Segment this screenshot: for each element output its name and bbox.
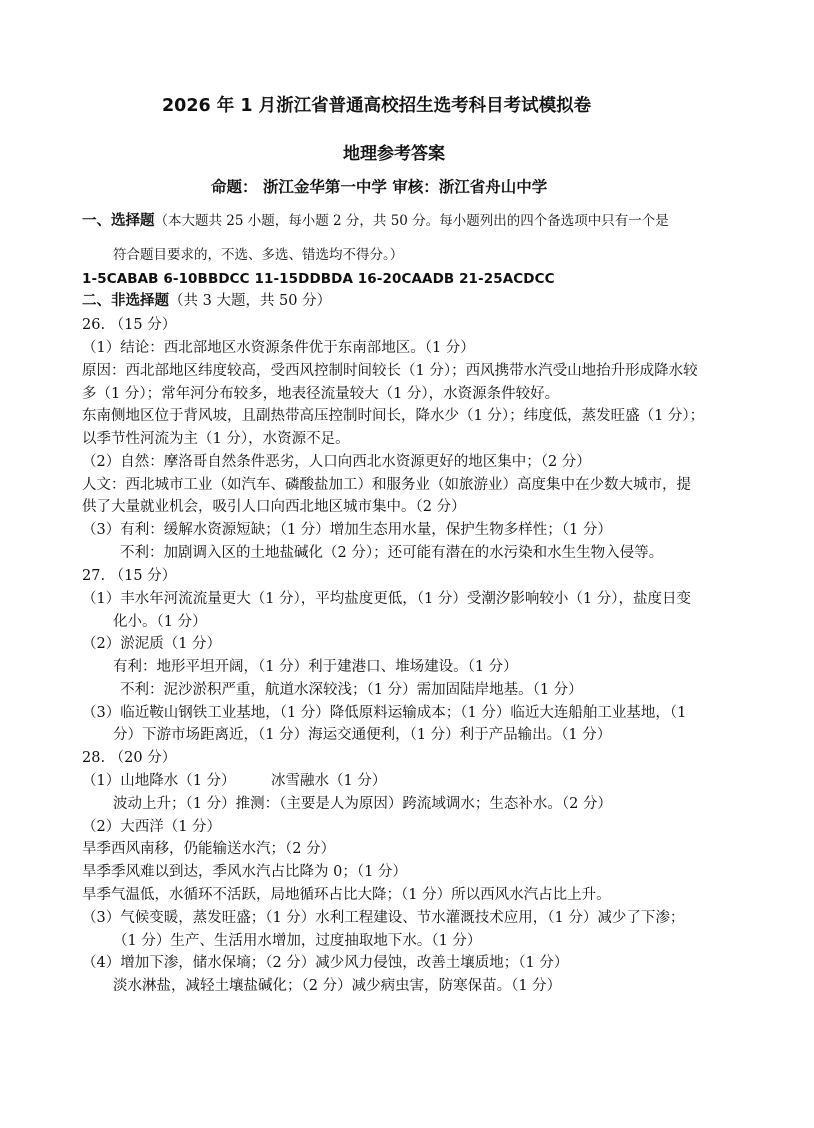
section1-desc: （本大题共 25 小题，每小题 2 分，共 50 分。每小题列出的四个备选项中只有一个是	[154, 213, 669, 229]
page-subtitle: 地理参考答案	[343, 144, 445, 164]
q27-head: 27. （15 分）	[82, 568, 177, 584]
section1-desc2: 符合题目要求的，不选、多选、错选均不得分。）	[113, 247, 404, 263]
q26-line-6: （2）自然：摩洛哥自然条件恶劣，人口向西北水资源更好的地区集中；（2 分）	[82, 454, 591, 470]
q28-line-2: 波动上升；（1 分）推测：（主要是人为原因）跨流域调水；生态补水。（2 分）	[113, 796, 612, 812]
q28-line-5: 旱季季风难以到达，季风水汽占比降为 0；（1 分）	[82, 864, 407, 880]
q26-line-4: 东南侧地区位于背风坡，且副热带高压控制时间长，降水少（1 分）；纬度低，蒸发旺盛（1 分）；	[82, 408, 705, 424]
q28-line-10: 淡水淋盐，减轻土壤盐碱化；（2 分）减少病虫害，防寒保苗。（1 分）	[113, 978, 562, 994]
q28-line-1b: 冰雪融水（1 分）	[271, 773, 387, 789]
q26-line-2: 原因：西北部地区纬度较高，受西风控制时间较长（1 分）；西风携带水汽受山地抬升形成降水较	[82, 363, 698, 379]
q27-line-4: 有利：地形平坦开阔，（1 分）利于建港口、堆场建设。（1 分）	[113, 659, 518, 675]
q26-line-8: 供了大量就业机会，吸引人口向西北地区城市集中。（2 分）	[82, 499, 466, 515]
q27-line-3: （2）淤泥质（1 分）	[82, 636, 222, 652]
section2-line	[82, 291, 331, 311]
page-title: 2026 年 1 月浙江省普通高校招生选考科目考试模拟卷	[162, 96, 592, 116]
q28-line-6: 旱季气温低，水循环不活跃，局地循环占比大降；（1 分）所以西风水汽占比上升。	[82, 887, 611, 903]
q28-line-1a: （1）山地降水（1 分）	[82, 773, 236, 789]
q28-head: 28. （20 分）	[82, 750, 177, 766]
q26-line-1: （1）结论：西北部地区水资源条件优于东南部地区。（1 分）	[82, 340, 475, 356]
section2-heading: 二、非选择题	[82, 293, 169, 309]
q26-line-3: 多（1 分）；常年河分布较多，地表径流量较大（1 分），水资源条件较好。	[82, 386, 560, 402]
q28-line-4: 旱季西风南移，仍能输送水汽；（2 分）	[82, 841, 336, 857]
q27-line-2: 化小。（1 分）	[113, 614, 207, 630]
q28-line-8: （1 分）生产、生活用水增加，过度抽取地下水。（1 分）	[113, 933, 482, 949]
q27-line-1: （1）丰水年河流流量更大（1 分），平均盐度更低，（1 分）受潮汐影响较小（1 分），盐度日变	[82, 591, 691, 607]
q26-line-10: 不利：加剧调入区的土地盐碱化（2 分）；还可能有潜在的水污染和水生生物入侵等。	[120, 545, 664, 561]
section2-desc: （共 3 大题，共 50 分）	[169, 293, 332, 309]
choice-answers: 1-5CABAB 6-10BBDCC 11-15DDBDA 16-20CAADB 21-25ACDCC	[82, 271, 555, 287]
authors-line: 命题： 浙江金华第一中学 审核：浙江省舟山中学	[211, 178, 548, 196]
section1-line	[82, 211, 669, 231]
q26-line-7: 人文：西北城市工业（如汽车、磷酸盐加工）和服务业（如旅游业）高度集中在少数大城市，提	[82, 477, 691, 493]
q28-line-7: （3）气候变暖，蒸发旺盛；（1 分）水利工程建设、节水灌溉技术应用，（1 分）减少了下渗；	[82, 910, 685, 926]
q28-line-3: （2）大西洋（1 分）	[82, 819, 222, 835]
q27-line-5: 不利：泥沙淤积严重，航道水深较浅；（1 分）需加固陆岸地基。（1 分）	[120, 682, 583, 698]
q27-line-6: （3）临近鞍山钢铁工业基地，（1 分）降低原料运输成本；（1 分）临近大连船舶工业基地，（1	[82, 705, 687, 721]
q26-line-5: 以季节性河流为主（1 分），水资源不足。	[82, 431, 350, 447]
q26-head: 26. （15 分）	[82, 317, 177, 333]
section1-heading: 一、选择题	[82, 213, 155, 229]
q28-line-9: （4）增加下渗，储水保墒；（2 分）减少风力侵蚀，改善土壤质地；（1 分）	[82, 955, 569, 971]
q26-line-9: （3）有利：缓解水资源短缺；（1 分）增加生态用水量，保护生物多样性；（1 分）	[82, 522, 612, 538]
q27-line-7: 分）下游市场距离近，（1 分）海运交通便利，（1 分）利于产品输出。（1 分）	[113, 727, 612, 743]
